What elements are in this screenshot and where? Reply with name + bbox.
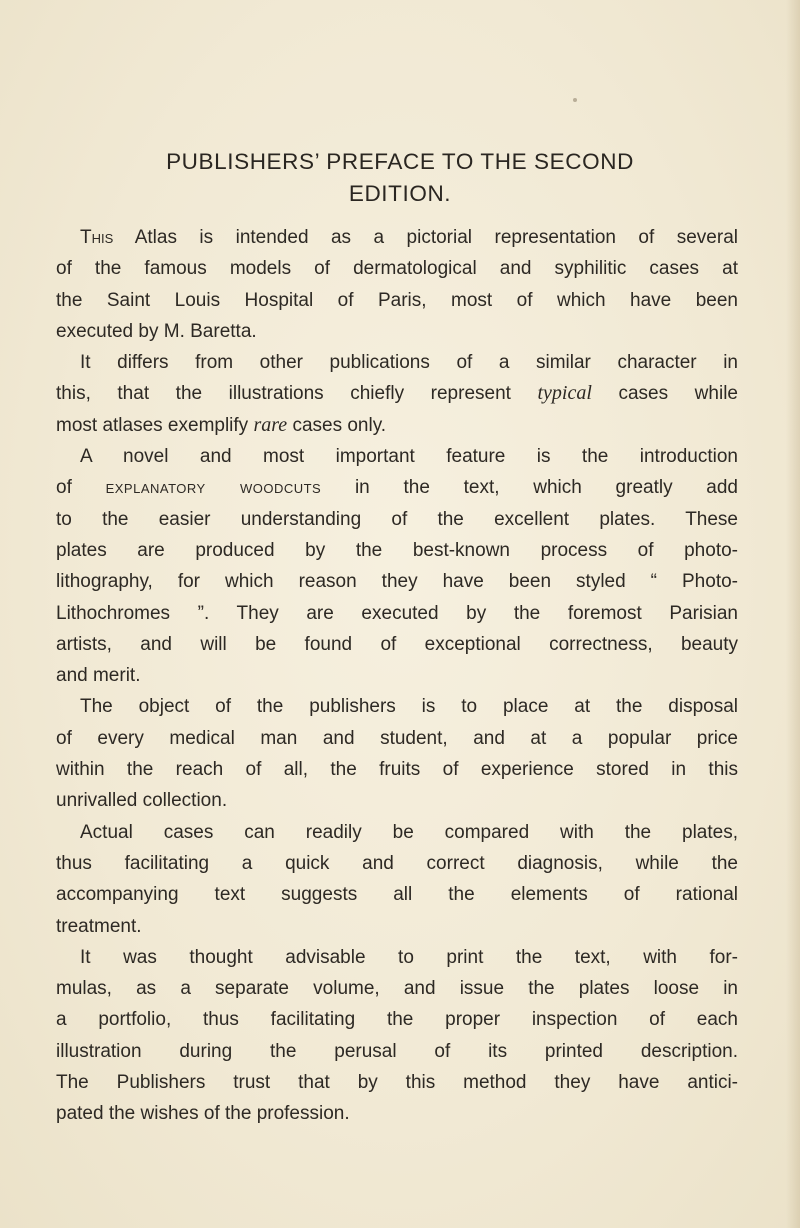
text-line: The object of the publishers is to place at the disposal (80, 696, 738, 718)
text-fragment: Atlas is intended as a pictorial representation of several (113, 227, 738, 248)
page-edge-shadow (786, 0, 800, 1228)
text-line: artists, and will be found of exceptional correctness, beauty (56, 633, 738, 655)
text-line: plates are produced by the best-known process of photo- (56, 539, 738, 561)
text-line: Lithochromes ”. They are executed by the foremost Parisian (56, 602, 738, 624)
text-line: to the easier understanding of the excellent plates. These (56, 508, 738, 530)
text-fragment: this, that the illustrations chiefly represent (56, 383, 538, 405)
text-line: A novel and most important feature is the introduction (80, 446, 738, 468)
text-line: and merit. (56, 665, 141, 687)
text-line (56, 378, 738, 409)
text-line: of every medical man and student, and at a popular price (56, 727, 738, 749)
text-line: mulas, as a separate volume, and issue the plates loose in (56, 978, 738, 1000)
text-line (56, 222, 738, 253)
text-line: lithography, for which reason they have been styled “ Photo- (56, 571, 738, 593)
text-line: the Saint Louis Hospital of Paris, most of which have been (56, 289, 738, 311)
text-line: treatment. (56, 915, 142, 937)
text-fragment: cases while (591, 383, 738, 405)
text-line (56, 410, 738, 441)
text-line: of the famous models of dermatological and syphilitic cases at (56, 258, 738, 280)
text-line: Actual cases can readily be compared with the plates, (80, 821, 738, 843)
text-fragment: cases only. (287, 414, 387, 436)
text-line (56, 472, 738, 503)
text-line: executed by M. Baretta. (56, 320, 257, 342)
text-fragment: most atlases exemplify (56, 414, 254, 436)
small-caps-term: explanatory woodcuts (105, 477, 322, 499)
title-line-1: PUBLISHERS’ PREFACE TO THE SECOND (166, 149, 634, 174)
italic-emphasis: typical (537, 382, 592, 405)
text-fragment: in the text, which greatly add (321, 477, 738, 499)
text-line: illustration during the perusal of its printed description. (56, 1040, 738, 1062)
preface-body (56, 222, 738, 1130)
text-line: a portfolio, thus facilitating the proper inspection of each (56, 1009, 738, 1031)
text-line: accompanying text suggests all the elements of rational (56, 884, 738, 906)
title-line-2: EDITION. (348, 181, 452, 206)
text-fragment: of (56, 477, 106, 499)
text-line: unrivalled collection. (56, 790, 228, 812)
text-line: The Publishers trust that by this method they have antici- (56, 1072, 738, 1094)
page-title (60, 146, 740, 210)
text-line: It differs from other publications of a similar character in (80, 352, 738, 374)
text-line: pated the wishes of the profession. (56, 1103, 350, 1125)
paper-speck (573, 98, 577, 102)
text-line: thus facilitating a quick and correct diagnosis, while the (56, 852, 738, 874)
italic-emphasis: rare (253, 413, 288, 436)
opening-word: This (80, 227, 114, 248)
text-line: within the reach of all, the fruits of experience stored in this (56, 759, 738, 781)
text-line: It was thought advisable to print the text, with for- (80, 946, 738, 968)
